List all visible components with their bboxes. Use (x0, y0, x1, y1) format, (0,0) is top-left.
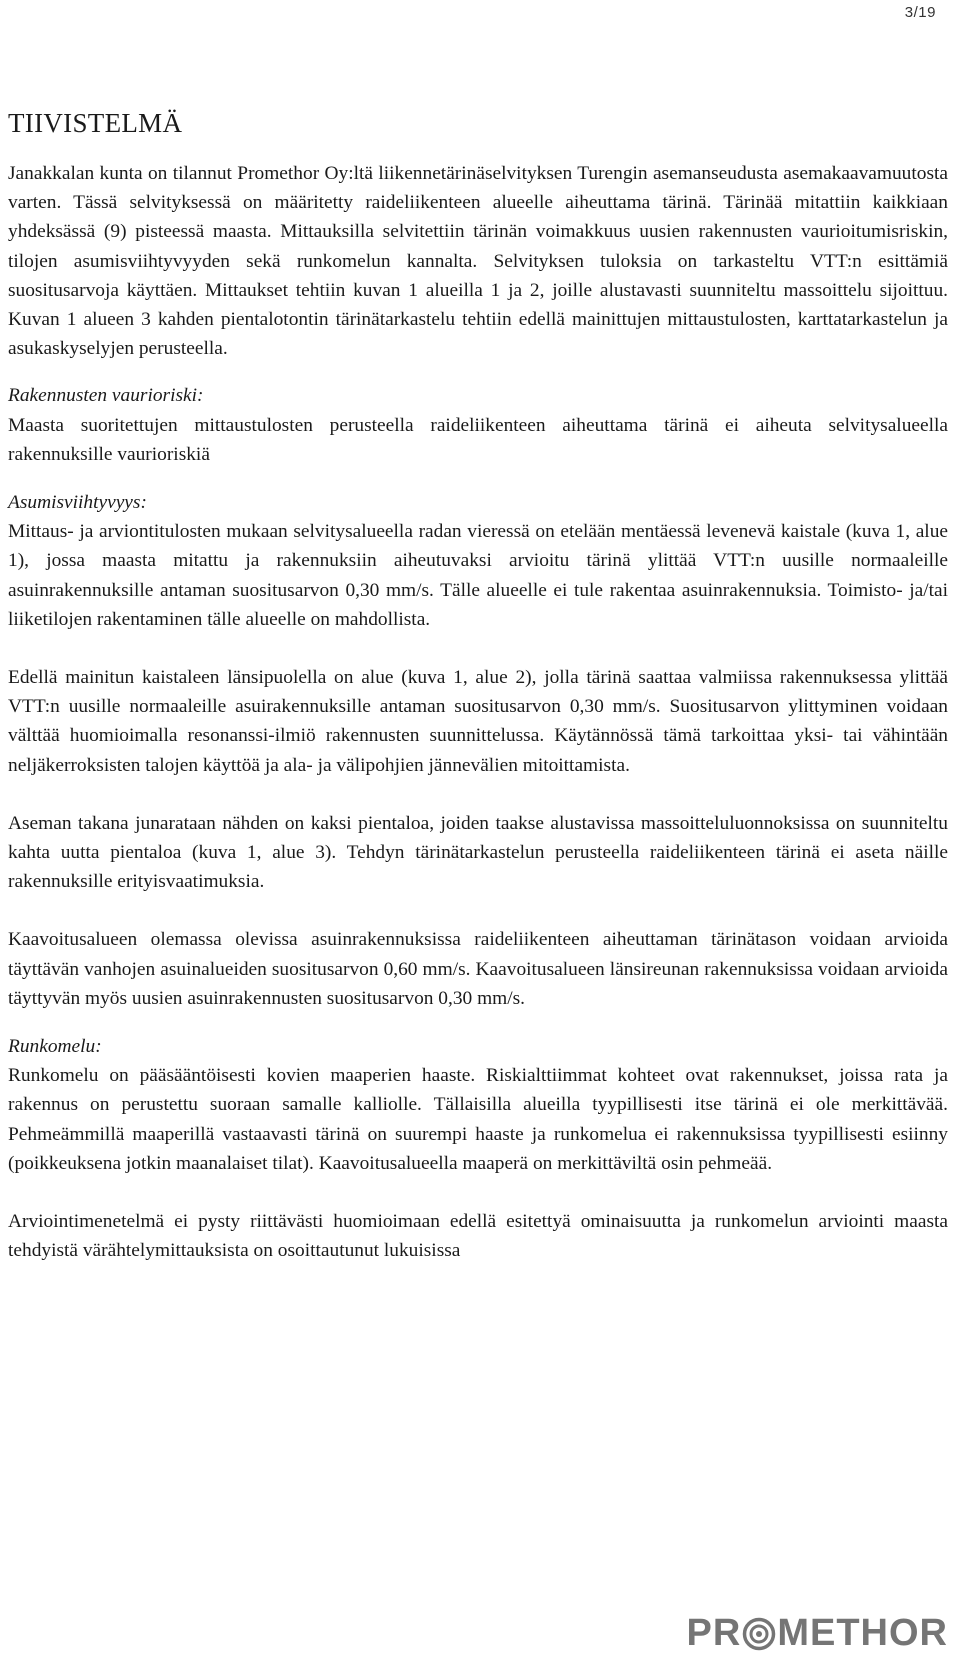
page-number: 3/19 (904, 4, 936, 21)
vaurioriski-paragraph: Maasta suoritettujen mittaustulosten perusteella raideliikenteen aiheuttama tärinä ei aiheuta selvitysalueella rakennuksille vaurioriskiä (8, 414, 948, 465)
logo-text-left: PR (686, 1612, 742, 1654)
runkomelu-paragraph-1: Runkomelu on pääsääntöisesti kovien maaperien haaste. Riskialttiimmat kohteet ovat rakennukset, joissa rata ja rakennus on perustettu suoraan samalle kalliolle. Tällaisilla alueilla tyypillisesti itse tärinä ei ole merkittävää. Pehmeämmillä maaperillä vastaavasti tärinä on suurempi haaste ja runkomelua ei rakennuksissa tyypillisesti esiinny (poikkeuksena jotkin maanalaiset tilat). Kaavoitusalueella maaperä on merkittäviltä osin pehmeää. (8, 1065, 948, 1174)
logo-signal-icon (742, 1617, 776, 1651)
section-heading-runkomelu: Runkomelu: (8, 1036, 102, 1058)
asumisviihtyvyys-paragraph-4: Kaavoitusalueen olemassa olevissa asuinrakennuksissa raideliikenteen aiheuttaman tärinätason voidaan arvioida täyttävän vanhojen asuinalueiden suositusarvon 0,60 mm/s. Kaavoitusalueen länsireunan rakennuksissa voidaan arvioida täyttyvän myös uusien asuinrakennusten suositusarvon 0,30 mm/s. (8, 929, 948, 1009)
document-body (8, 108, 948, 1266)
asumisviihtyvyys-paragraph-1: Mittaus- ja arviontitulosten mukaan selvitysalueella radan vieressä on etelään mentäessä levenevä kaistale (kuva 1, alue 1), jossa maasta mitattu ja rakennuksiin aiheutuvaksi arvioitu tärinä ylittää VTT:n uusille normaaleille asuinrakennuksille antaman suositusarvon 0,30 mm/s. Tälle alueelle ei tule rakentaa asuinrakennuksia. Toimisto- ja/tai liiketilojen rakentaminen tälle alueelle on mahdollista. (8, 521, 948, 630)
asumisviihtyvyys-paragraph-2: Edellä mainitun kaistaleen länsipuolella on alue (kuva 1, alue 2), jolla tärinä saattaa valmiissa rakennuksessa ylittää VTT:n uusille normaaleille asuirakennuksille antaman suositusarvon 0,30 mm/s. Suositusarvon ylittyminen voidaan välttää huomioimalla resonanssi-ilmiö rakennusten suunnittelussa. Käytännössä tämä tarkoittaa yksi- tai vähintään neljäkerroksisten talojen käyttöä ja ala- ja välipohjien jännevälien mitoittamista. (8, 667, 948, 776)
asumisviihtyvyys-paragraph-3: Aseman takana junarataan nähden on kaksi pientaloa, joiden taakse alustavissa massoitteluluonnoksissa on suunniteltu kahta uutta pientaloa (kuva 1, alue 3). Tehdyn tärinätarkastelun perusteella raideliikenteen tärinä ei aseta näille rakennuksille erityisvaatimuksia. (8, 812, 948, 893)
section-heading-vaurioriski: Rakennusten vaurioriski: (8, 385, 204, 407)
promethor-logo (687, 1612, 948, 1655)
logo-text-right: METHOR (777, 1612, 948, 1654)
page-title: TIIVISTELMÄ (8, 108, 183, 138)
runkomelu-paragraph-2: Arviointimenetelmä ei pysty riittävästi huomioimaan edellä esitettyä ominaisuutta ja runkomelun arviointi maasta tehdyistä värähtelymittauksista on osoittautunut lukuisissa (8, 1211, 948, 1262)
intro-paragraph: Janakkalan kunta on tilannut Promethor Oy:ltä liikennetärinäselvityksen Turengin asemanseudusta asemakaavamuutosta varten. Tässä selvityksessä on määritetty raideliikenteen alueelle aiheuttama tärinä. Tärinää mitattiin kaikkiaan yhdeksässä (9) pisteessä maasta. Mittauksilla selvitettiin tärinän voimakkuus uusien rakennusten vaurioitumisriskin, tilojen asumisviihtyvyyden sekä runkomelun kannalta. Selvityksen tuloksia on tarkasteltu VTT:n esittämiä suositusarvoja käyttäen. Mittaukset tehtiin kuvan 1 alueilla 1 ja 2, joille alustavasti suunniteltu massoittelu sijoittuu. Kuvan 1 alueen 3 kahden pientalotontin tärinätarkastelu tehtiin edellä mainittujen mittaustulosten, karttatarkastelun ja asukaskyselyjen perusteella. (8, 163, 948, 360)
section-heading-asumisviihtyvyys: Asumisviihtyvyys: (8, 492, 147, 514)
